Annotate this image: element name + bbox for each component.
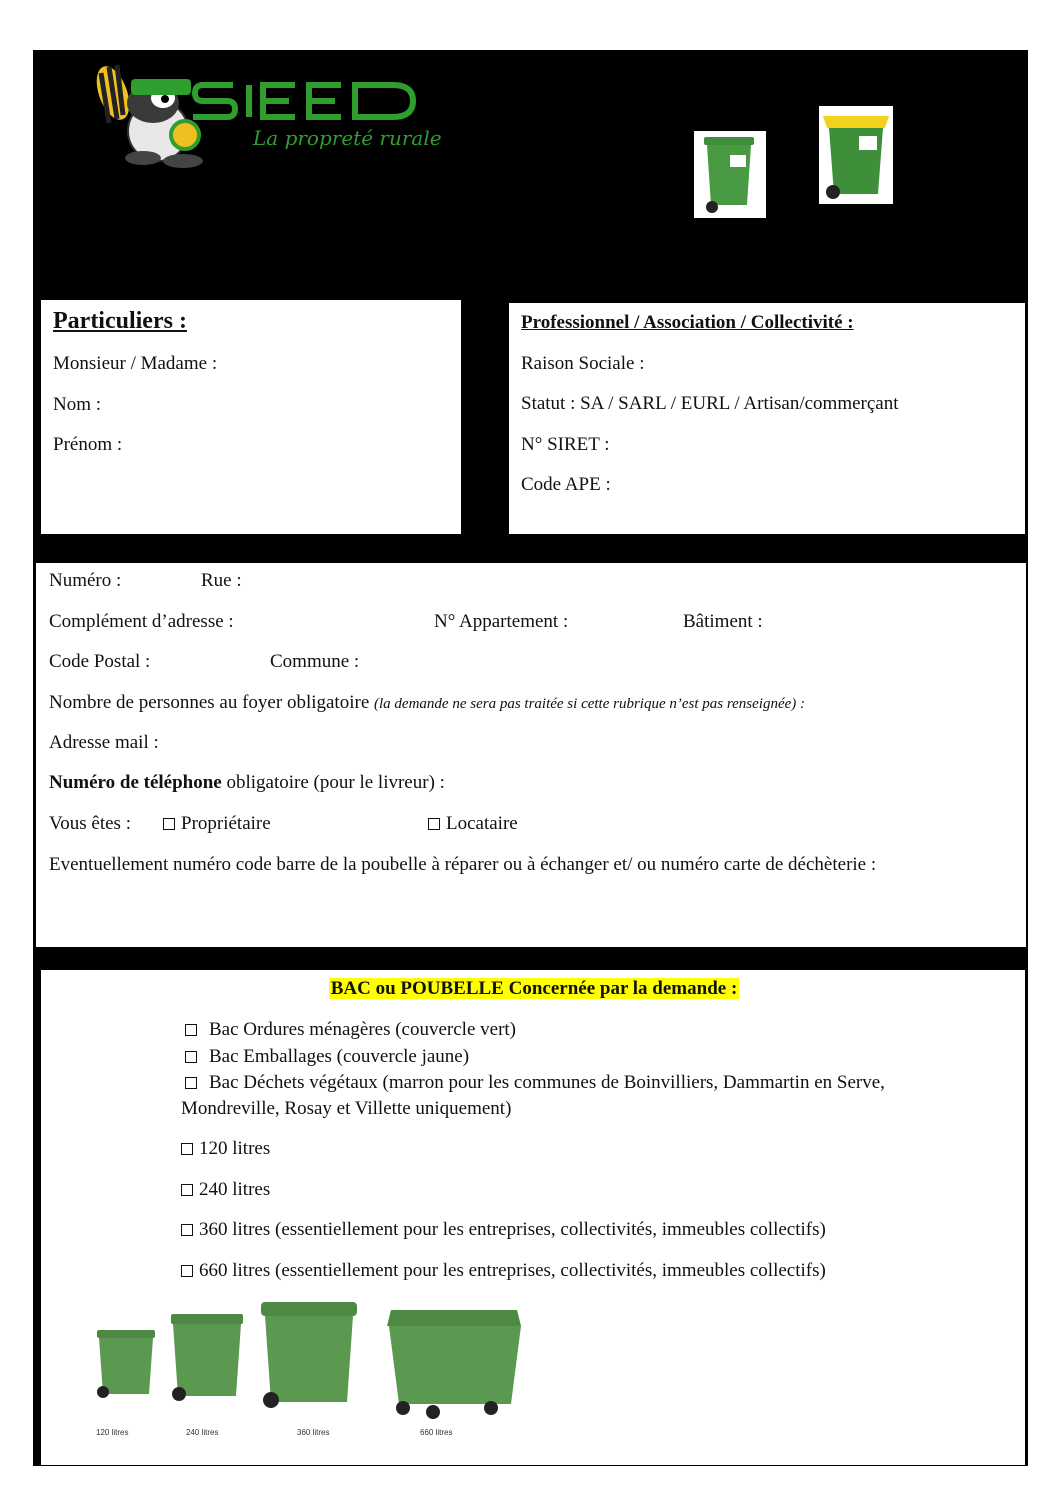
foyer-note: (la demande ne sera pas traitée si cette rubrique n’est pas renseignée) : bbox=[374, 696, 806, 712]
bin-240-icon bbox=[171, 1314, 243, 1401]
size-240-option[interactable] bbox=[181, 1179, 270, 1201]
bin-120-icon bbox=[97, 1330, 155, 1398]
bins-illustration bbox=[91, 1300, 531, 1430]
caption-360: 360 litres bbox=[297, 1428, 330, 1437]
particuliers-section bbox=[40, 299, 462, 535]
proprietaire-option[interactable] bbox=[163, 813, 271, 835]
caption-660: 660 litres bbox=[420, 1428, 453, 1437]
bac-ordures-checkbox[interactable] bbox=[185, 1024, 197, 1036]
ape-label: Code APE : bbox=[521, 474, 611, 495]
code-postal-label: Code Postal : bbox=[49, 651, 151, 672]
size-360-option[interactable] bbox=[181, 1219, 826, 1241]
locataire-label: Locataire bbox=[446, 813, 518, 834]
size-120-label: 120 litres bbox=[199, 1138, 271, 1159]
civility-label: Monsieur / Madame : bbox=[53, 353, 218, 374]
statut-label: Statut : SA / SARL / EURL / Artisan/commerçant bbox=[521, 393, 899, 414]
bac-vegetaux-checkbox[interactable] bbox=[185, 1077, 197, 1089]
complement-label: Complément d’adresse : bbox=[49, 611, 234, 632]
phone-label-rest: obligatoire (pour le livreur) : bbox=[221, 772, 445, 793]
bac-ordures-label: Bac Ordures ménagères (couvercle vert) bbox=[209, 1019, 517, 1040]
siret-label: N° SIRET : bbox=[521, 434, 610, 455]
professionnel-title: Professionnel / Association / Collectivité : bbox=[521, 312, 854, 333]
size-660-label: 660 litres (essentiellement pour les entreprises, collectivités, immeubles collectifs) bbox=[199, 1260, 826, 1281]
locataire-checkbox[interactable] bbox=[428, 818, 440, 830]
foyer-text: Nombre de personnes au foyer obligatoire bbox=[49, 692, 370, 713]
header-banner bbox=[33, 50, 1028, 295]
yellow-lid-bin-icon bbox=[819, 106, 893, 204]
green-bin-photo bbox=[694, 131, 766, 218]
bac-vegetaux-label: Bac Déchets végétaux (marron pour les communes de Boinvilliers, Dammartin en Serve, bbox=[209, 1072, 885, 1093]
size-660-checkbox[interactable] bbox=[181, 1265, 193, 1277]
numero-label: Numéro : bbox=[49, 570, 122, 591]
address-section bbox=[35, 562, 1027, 948]
size-360-checkbox[interactable] bbox=[181, 1224, 193, 1236]
rue-label: Rue : bbox=[201, 570, 242, 591]
prenom-label: Prénom : bbox=[53, 434, 123, 455]
bac-emballages-checkbox[interactable] bbox=[185, 1051, 197, 1063]
email-label: Adresse mail : bbox=[49, 732, 159, 753]
bac-section bbox=[40, 969, 1026, 1466]
green-bin-icon bbox=[694, 131, 766, 218]
nom-label: Nom : bbox=[53, 394, 102, 415]
size-360-label: 360 litres (essentiellement pour les entreprises, collectivités, immeubles collectifs) bbox=[199, 1219, 826, 1240]
locataire-option[interactable] bbox=[428, 813, 518, 835]
size-120-checkbox[interactable] bbox=[181, 1143, 193, 1155]
bac-vegetaux-label-cont: Mondreville, Rosay et Villette uniquement) bbox=[181, 1098, 512, 1119]
bac-vegetaux-option[interactable] bbox=[185, 1072, 885, 1094]
commune-label: Commune : bbox=[270, 651, 360, 672]
bac-emballages-option[interactable] bbox=[185, 1046, 469, 1068]
size-120-option[interactable] bbox=[181, 1138, 270, 1160]
foyer-label bbox=[49, 692, 805, 714]
proprietaire-label: Propriétaire bbox=[181, 813, 271, 834]
caption-120: 120 litres bbox=[96, 1428, 129, 1437]
bin-660-icon bbox=[387, 1310, 521, 1419]
raccoon-mascot-icon bbox=[90, 62, 203, 168]
batiment-label: Bâtiment : bbox=[683, 611, 763, 632]
svg-text:La propreté rurale: La propreté rurale bbox=[253, 126, 442, 150]
vous-etes-label: Vous êtes : bbox=[49, 813, 131, 834]
phone-label bbox=[49, 772, 445, 794]
particuliers-title: Particuliers : bbox=[53, 308, 187, 334]
bac-title-highlight: BAC ou POUBELLE Concernée par la demande : bbox=[330, 978, 738, 999]
phone-label-bold: Numéro de téléphone bbox=[49, 772, 222, 793]
appartement-label: N° Appartement : bbox=[434, 611, 569, 632]
bin-360-icon bbox=[261, 1302, 357, 1408]
caption-240: 240 litres bbox=[186, 1428, 219, 1437]
sieed-logo bbox=[73, 53, 453, 173]
size-240-label: 240 litres bbox=[199, 1179, 271, 1200]
barcode-label: Eventuellement numéro code barre de la poubelle à réparer ou à échanger et/ ou numéro carte de déchèterie : bbox=[49, 854, 877, 875]
bac-emballages-label: Bac Emballages (couvercle jaune) bbox=[209, 1046, 470, 1067]
size-660-option[interactable] bbox=[181, 1260, 826, 1282]
raison-sociale-label: Raison Sociale : bbox=[521, 353, 645, 374]
size-240-checkbox[interactable] bbox=[181, 1184, 193, 1196]
professionnel-section bbox=[508, 302, 1026, 535]
bac-ordures-option[interactable] bbox=[185, 1019, 516, 1041]
yellow-lid-bin-photo bbox=[819, 106, 893, 204]
proprietaire-checkbox[interactable] bbox=[163, 818, 175, 830]
bac-title bbox=[41, 978, 1027, 1000]
